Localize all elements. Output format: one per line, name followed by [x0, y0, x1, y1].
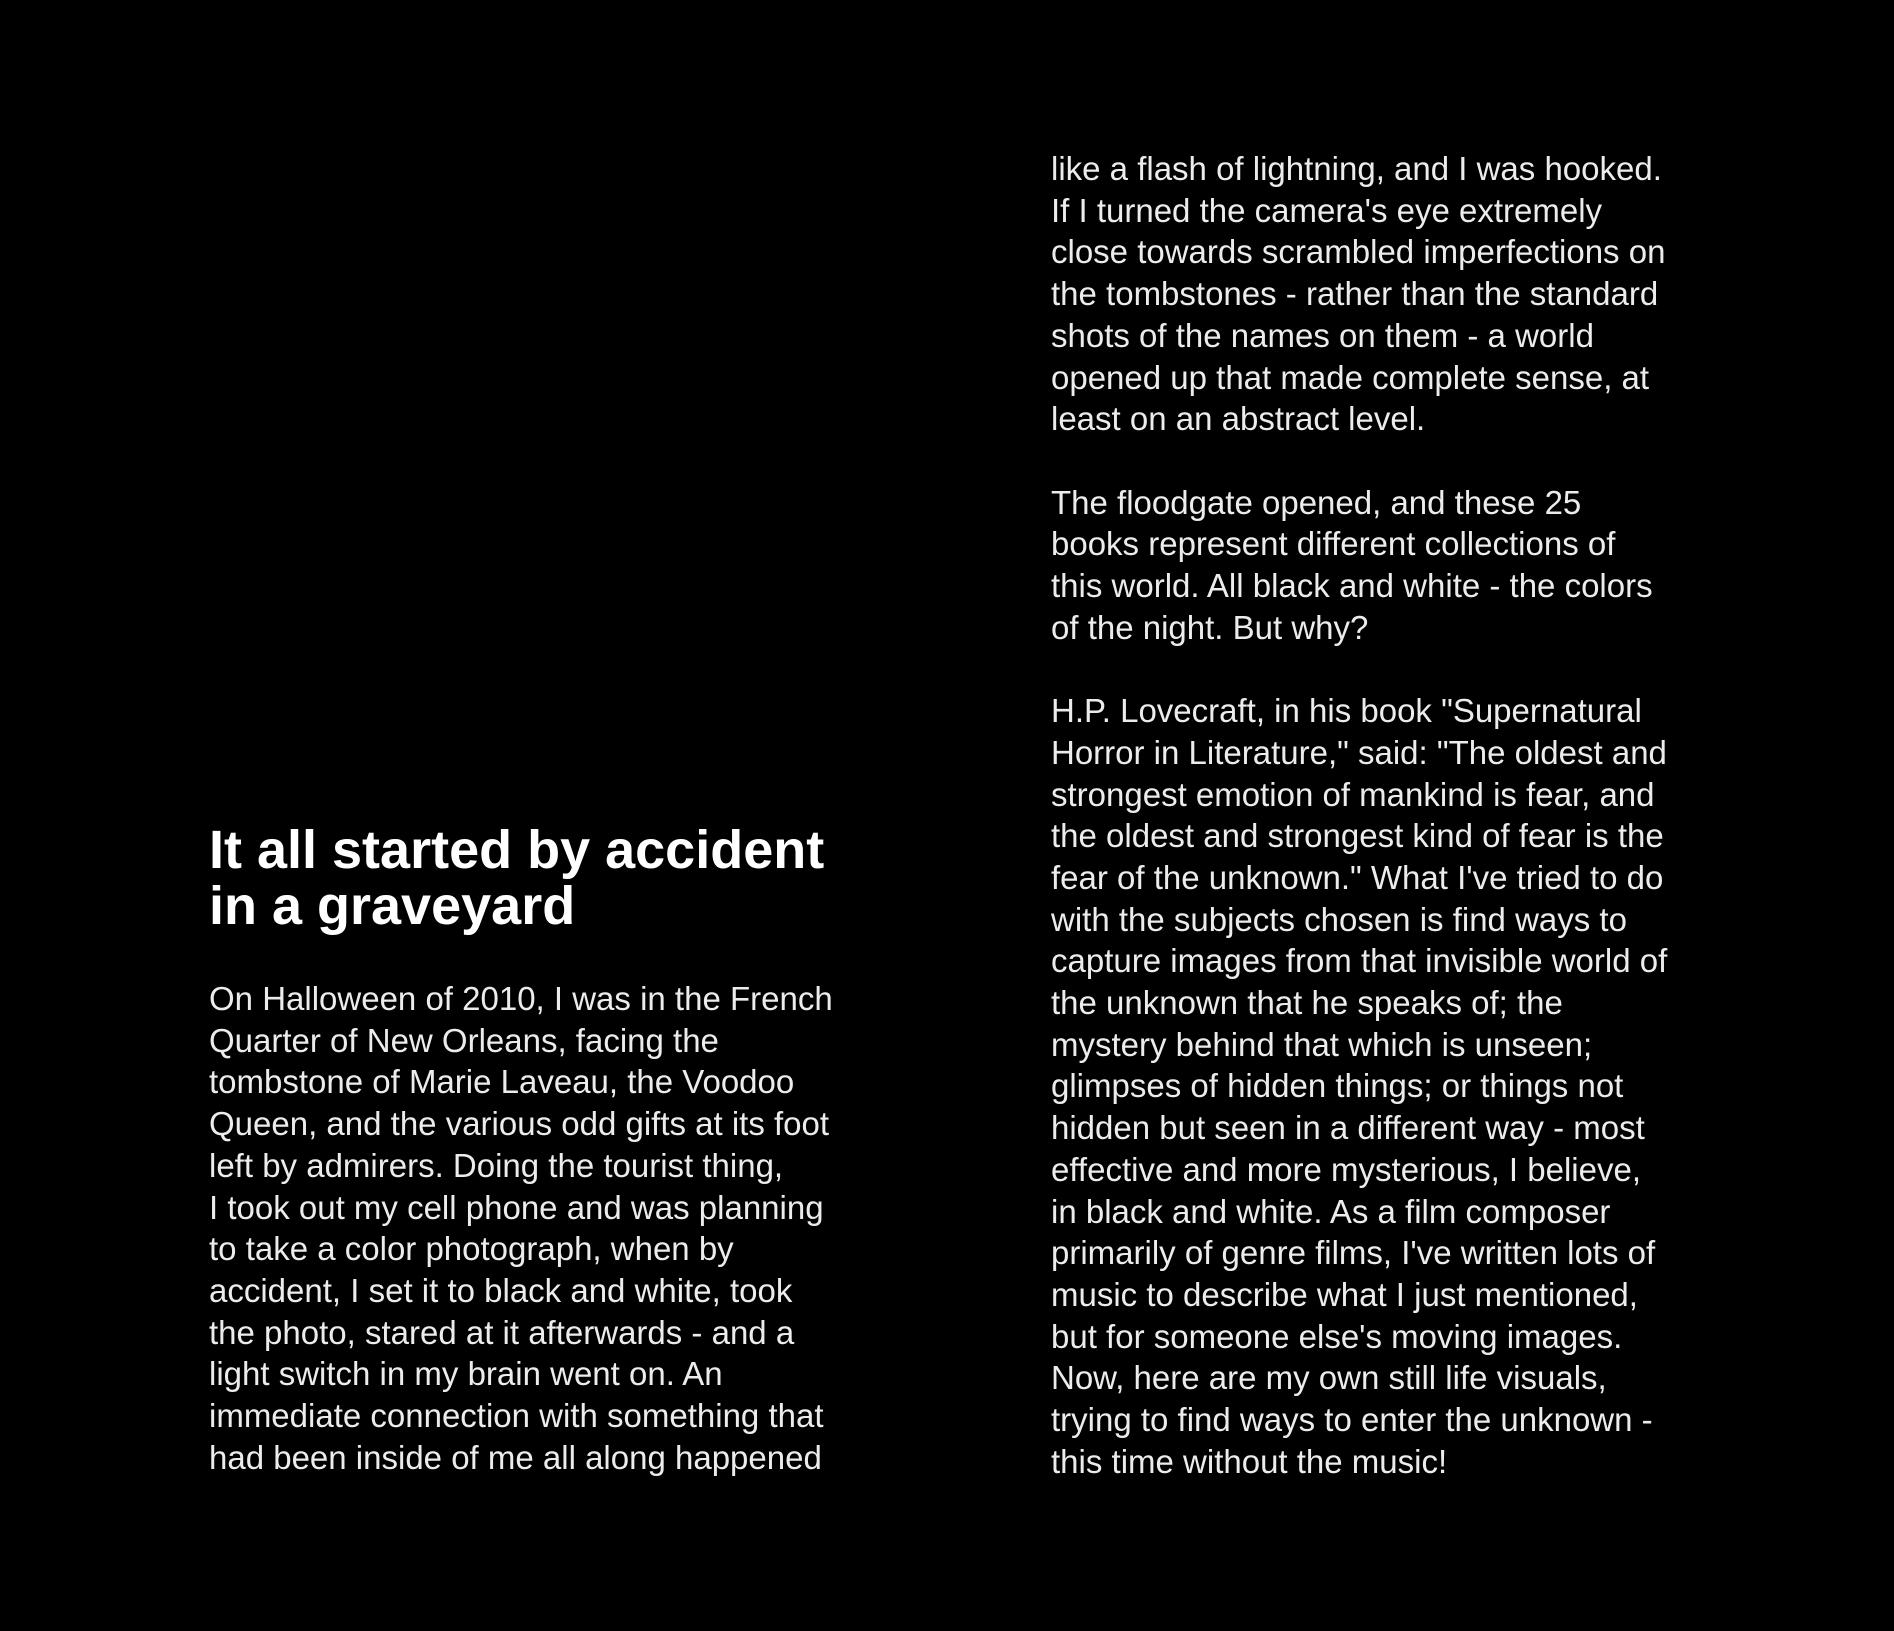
text-line: hidden but seen in a different way - most: [1051, 1109, 1645, 1147]
text-line: Queen, and the various odd gifts at its foot: [209, 1105, 830, 1143]
text-line: the photo, stared at it afterwards - and a: [209, 1313, 795, 1351]
text-line: Now, here are my own still life visuals,: [1051, 1359, 1607, 1397]
chapter-heading: [209, 822, 869, 934]
text-line: this time without the music!: [1051, 1442, 1448, 1480]
text-line: Quarter of New Orleans, facing the: [209, 1021, 719, 1059]
text-line: to take a color photograph, when by: [209, 1230, 734, 1268]
text-line: left by admirers. Doing the tourist thing,: [209, 1146, 784, 1184]
text-line: tombstone of Marie Laveau, the Voodoo: [209, 1063, 795, 1101]
right-column: [1051, 148, 1751, 1482]
paragraph-floodgate: [1051, 482, 1751, 649]
text-line: this world. All black and white - the colors: [1051, 567, 1653, 605]
text-line: opened up that made complete sense, at: [1051, 358, 1650, 396]
text-line: with the subjects chosen is find ways to: [1051, 900, 1627, 938]
text-line: the tombstones - rather than the standard: [1051, 275, 1659, 313]
text-line: fear of the unknown." What I've tried to do: [1051, 858, 1664, 896]
text-line: strongest emotion of mankind is fear, and: [1051, 775, 1655, 813]
heading-line: in a graveyard: [209, 876, 576, 936]
text-line: capture images from that invisible world of: [1051, 942, 1668, 980]
text-line: I took out my cell phone and was planning: [209, 1188, 824, 1226]
left-column: [209, 822, 869, 1478]
text-line: The floodgate opened, and these 25: [1051, 483, 1582, 521]
text-line: books represent different collections of: [1051, 525, 1616, 563]
text-line: effective and more mysterious, I believe,: [1051, 1150, 1642, 1188]
text-line: music to describe what I just mentioned,: [1051, 1275, 1638, 1313]
text-line: of the night. But why?: [1051, 608, 1369, 646]
text-line: the oldest and strongest kind of fear is the: [1051, 817, 1664, 855]
text-line: close towards scrambled imperfections on: [1051, 233, 1666, 271]
text-line: trying to find ways to enter the unknown -: [1051, 1401, 1653, 1439]
text-line: like a flash of lightning, and I was hooked.: [1051, 150, 1662, 187]
text-line: least on an abstract level.: [1051, 400, 1426, 438]
text-line: mystery behind that which is unseen;: [1051, 1025, 1593, 1063]
text-line: primarily of genre films, I've written lots of: [1051, 1234, 1656, 1272]
paragraph-hooked: [1051, 148, 1751, 440]
text-line: glimpses of hidden things; or things not: [1051, 1067, 1624, 1105]
text-line: accident, I set it to black and white, took: [209, 1271, 793, 1309]
text-line: On Halloween of 2010, I was in the French: [209, 980, 833, 1017]
text-line: Horror in Literature," said: "The oldest and: [1051, 733, 1667, 771]
text-line: If I turned the camera's eye extremely: [1051, 191, 1603, 229]
heading-line: It all started by accident: [209, 820, 825, 880]
text-line: in black and white. As a film composer: [1051, 1192, 1611, 1230]
text-line: immediate connection with something that: [209, 1397, 824, 1435]
paragraph-lovecraft: [1051, 690, 1751, 1482]
text-line: but for someone else's moving images.: [1051, 1317, 1623, 1355]
text-line: had been inside of me all along happened: [209, 1438, 822, 1476]
text-line: light switch in my brain went on. An: [209, 1355, 723, 1393]
intro-paragraph: [209, 978, 869, 1478]
text-line: shots of the names on them - a world: [1051, 316, 1594, 354]
text-line: the unknown that he speaks of; the: [1051, 984, 1563, 1022]
text-line: H.P. Lovecraft, in his book "Supernatural: [1051, 692, 1642, 730]
